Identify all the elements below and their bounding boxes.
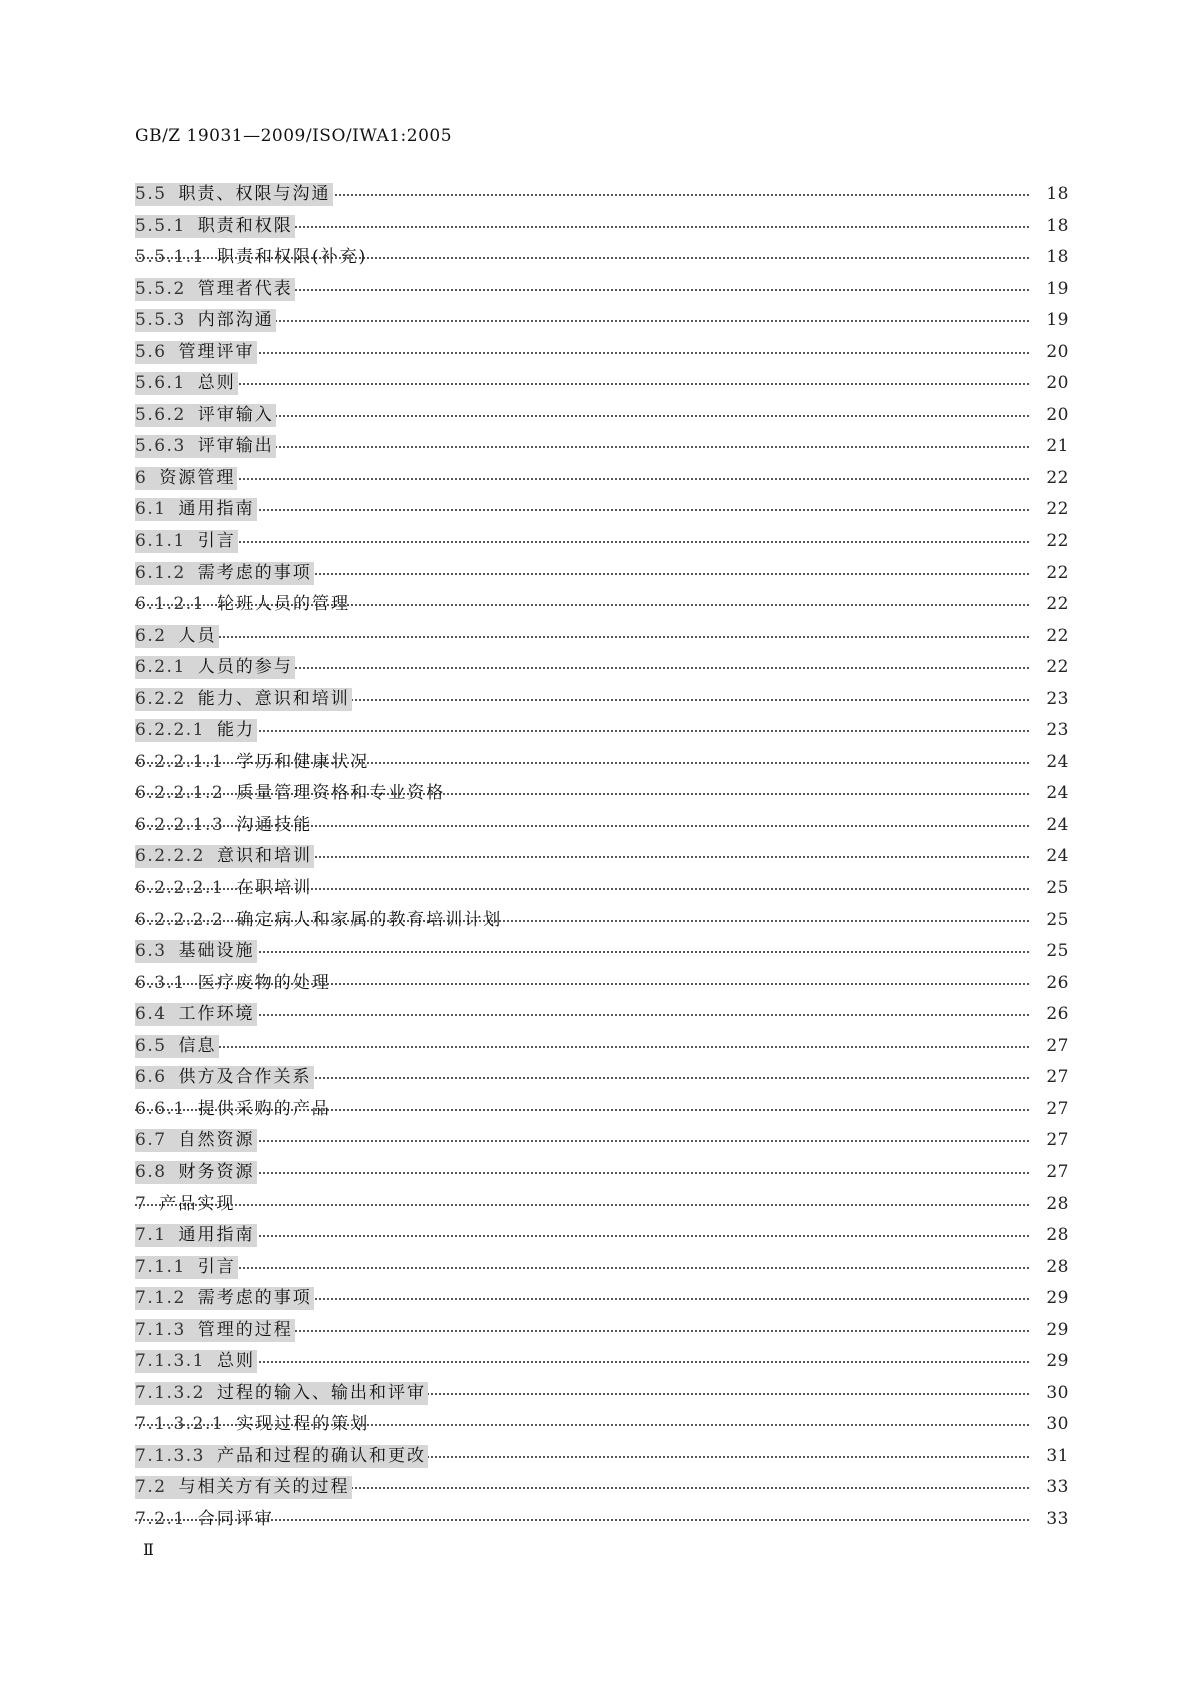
toc-page-number: 33 — [1046, 1477, 1069, 1498]
section-number: 5.5.2 — [135, 278, 186, 299]
toc-page-number: 22 — [1046, 531, 1069, 552]
toc-entry — [135, 215, 295, 238]
section-title: 职责、权限与沟通 — [178, 184, 331, 204]
toc-page-number: 19 — [1046, 310, 1069, 331]
section-title: 内部沟通 — [197, 310, 274, 331]
toc-row — [135, 841, 1069, 873]
section-title: 意识和培训 — [216, 846, 312, 867]
toc-page-number: 24 — [1046, 846, 1069, 867]
toc-entry — [135, 1193, 237, 1216]
section-title: 工作环境 — [178, 1004, 255, 1025]
toc-page-number: 27 — [1046, 1161, 1069, 1182]
toc-page-number: 22 — [1046, 625, 1069, 646]
section-number: 7.2 — [135, 1477, 167, 1498]
toc-row — [135, 400, 1069, 432]
toc-entry — [135, 782, 447, 805]
section-title: 需考虑的事项 — [197, 1288, 312, 1309]
toc-row — [135, 1031, 1069, 1063]
toc-row — [135, 305, 1069, 337]
section-title: 财务资源 — [178, 1161, 255, 1182]
toc-entry — [135, 1129, 257, 1152]
toc-page-number: 31 — [1046, 1445, 1069, 1466]
toc-page-number: 25 — [1046, 909, 1069, 930]
toc-page-number: 33 — [1046, 1508, 1069, 1529]
section-number: 6.2.2.2.2 — [135, 909, 225, 930]
toc-page-number: 24 — [1046, 783, 1069, 804]
toc-entry — [135, 1098, 333, 1121]
toc-row — [135, 778, 1069, 810]
toc-row — [135, 1315, 1069, 1347]
toc-entry — [135, 309, 276, 332]
toc-page-number: 30 — [1046, 1414, 1069, 1435]
section-number: 6.6.1 — [135, 1098, 186, 1119]
section-title: 管理评审 — [178, 341, 255, 362]
section-number: 6.7 — [135, 1130, 167, 1151]
toc-row — [135, 526, 1069, 558]
toc-page-number: 23 — [1046, 720, 1069, 741]
leader-dots — [135, 1014, 1029, 1016]
toc-row — [135, 936, 1069, 968]
toc-row — [135, 179, 1069, 211]
toc-page-number: 19 — [1046, 278, 1069, 299]
section-number: 5.5.1.1 — [135, 247, 205, 268]
toc-row — [135, 589, 1069, 621]
section-title: 人员 — [178, 625, 217, 646]
toc-row — [135, 558, 1069, 590]
leader-dots — [135, 636, 1029, 638]
toc-row — [135, 684, 1069, 716]
toc-entry — [135, 341, 257, 364]
toc-row — [135, 242, 1069, 274]
section-title: 产品和过程的确认和更改 — [216, 1445, 426, 1466]
toc-page-number: 26 — [1046, 972, 1069, 993]
toc-row — [135, 1504, 1069, 1536]
toc-entry — [135, 625, 219, 648]
toc-page-number: 22 — [1046, 657, 1069, 678]
section-title: 引言 — [197, 531, 236, 552]
toc-entry — [135, 688, 352, 711]
section-number: 6.2.2.2 — [135, 846, 205, 867]
section-title: 学历和健康状况 — [236, 751, 370, 772]
toc-entry — [135, 1224, 257, 1247]
toc-row — [135, 211, 1069, 243]
toc-page-number: 29 — [1046, 1288, 1069, 1309]
toc-row — [135, 747, 1069, 779]
toc-page-number: 21 — [1046, 436, 1069, 457]
section-number: 7.1.2 — [135, 1288, 186, 1309]
section-number: 7.1 — [135, 1225, 167, 1246]
toc-row — [135, 652, 1069, 684]
section-title: 通用指南 — [178, 1225, 255, 1246]
section-title: 供方及合作关系 — [178, 1067, 312, 1088]
section-title: 评审输入 — [197, 404, 274, 425]
toc-entry — [135, 972, 333, 995]
section-number: 5.6.1 — [135, 373, 186, 394]
toc-entry — [135, 183, 333, 206]
toc-page-number: 22 — [1046, 562, 1069, 583]
toc-page-number: 27 — [1046, 1035, 1069, 1056]
toc-entry — [135, 909, 504, 932]
toc-page-number: 27 — [1046, 1098, 1069, 1119]
toc-page-number: 27 — [1046, 1067, 1069, 1088]
section-title: 评审输出 — [197, 436, 274, 457]
leader-dots — [135, 541, 1029, 543]
toc-row — [135, 463, 1069, 495]
toc-row — [135, 1378, 1069, 1410]
section-number: 5.5 — [135, 184, 167, 204]
section-number: 5.6.2 — [135, 404, 186, 425]
table-of-contents — [135, 179, 1069, 1536]
toc-page-number: 18 — [1046, 184, 1069, 204]
leader-dots — [135, 1235, 1029, 1237]
toc-entry — [135, 530, 238, 553]
section-title: 产品实现 — [159, 1193, 236, 1214]
section-title: 医疗废物的处理 — [197, 972, 331, 993]
leader-dots — [135, 951, 1029, 953]
toc-entry — [135, 1476, 352, 1499]
toc-row — [135, 810, 1069, 842]
section-title: 资源管理 — [159, 467, 236, 488]
toc-row — [135, 1062, 1069, 1094]
toc-entry — [135, 845, 314, 868]
toc-entry — [135, 278, 295, 301]
toc-row — [135, 274, 1069, 306]
section-number: 6.2.2.1.2 — [135, 783, 225, 804]
toc-entry — [135, 1413, 371, 1436]
toc-row — [135, 1189, 1069, 1221]
toc-entry — [135, 246, 369, 269]
toc-row — [135, 968, 1069, 1000]
toc-page-number: 28 — [1046, 1225, 1069, 1246]
section-number: 6.5 — [135, 1035, 167, 1056]
section-number: 6.1.1 — [135, 531, 186, 552]
toc-entry — [135, 656, 295, 679]
section-number: 6.2.1 — [135, 657, 186, 678]
section-title: 自然资源 — [178, 1130, 255, 1151]
toc-row — [135, 999, 1069, 1031]
section-number: 6.2.2.1 — [135, 720, 205, 741]
toc-entry — [135, 372, 238, 395]
toc-entry — [135, 467, 237, 490]
toc-row — [135, 1157, 1069, 1189]
toc-row — [135, 368, 1069, 400]
section-title: 管理者代表 — [197, 278, 293, 299]
toc-page-number: 29 — [1046, 1351, 1069, 1372]
toc-entry — [135, 1003, 257, 1026]
section-title: 轮班人员的管理 — [216, 594, 350, 615]
toc-entry — [135, 1350, 257, 1373]
section-title: 需考虑的事项 — [197, 562, 312, 583]
section-number: 7.1.3 — [135, 1319, 186, 1340]
toc-entry — [135, 1066, 314, 1089]
section-number: 6.2 — [135, 625, 167, 646]
toc-page-number: 28 — [1046, 1193, 1069, 1214]
section-number: 6.6 — [135, 1067, 167, 1088]
section-number: 5.5.1 — [135, 215, 186, 236]
section-title: 在职培训 — [236, 878, 313, 899]
leader-dots — [135, 352, 1029, 354]
section-number: 6.3 — [135, 941, 167, 962]
toc-page-number: 24 — [1046, 814, 1069, 835]
toc-entry — [135, 404, 276, 427]
leader-dots — [135, 1140, 1029, 1142]
section-number: 7.1.3.2 — [135, 1382, 205, 1403]
toc-row — [135, 1220, 1069, 1252]
toc-row — [135, 905, 1069, 937]
toc-entry — [135, 1508, 276, 1531]
section-number: 5.6 — [135, 341, 167, 362]
toc-page-number: 22 — [1046, 594, 1069, 615]
toc-page-number: 28 — [1046, 1256, 1069, 1277]
section-title: 管理的过程 — [197, 1319, 293, 1340]
leader-dots — [135, 383, 1029, 385]
toc-entry — [135, 814, 314, 837]
toc-entry — [135, 940, 257, 963]
section-title: 基础设施 — [178, 941, 255, 962]
toc-row — [135, 1441, 1069, 1473]
leader-dots — [135, 478, 1029, 480]
section-number: 6.4 — [135, 1004, 167, 1025]
section-title: 沟通技能 — [236, 814, 313, 835]
leader-dots — [135, 730, 1029, 732]
toc-row — [135, 715, 1069, 747]
toc-entry — [135, 1035, 219, 1058]
section-number: 7.1.3.2.1 — [135, 1414, 225, 1435]
section-title: 总则 — [197, 373, 236, 394]
toc-page-number: 25 — [1046, 941, 1069, 962]
toc-page-number: 30 — [1046, 1382, 1069, 1403]
toc-page-number: 26 — [1046, 1004, 1069, 1025]
toc-row — [135, 621, 1069, 653]
section-title: 引言 — [197, 1256, 236, 1277]
toc-page-number: 20 — [1046, 373, 1069, 394]
toc-entry — [135, 593, 352, 616]
toc-page-number: 20 — [1046, 404, 1069, 425]
leader-dots — [135, 1046, 1029, 1048]
toc-entry — [135, 877, 314, 900]
toc-row — [135, 1346, 1069, 1378]
standard-code-header: GB/Z 19031—2009/ISO/IWA1:2005 — [135, 126, 453, 146]
leader-dots — [135, 1172, 1029, 1174]
section-number: 6.1.2 — [135, 562, 186, 583]
section-number: 7.1.1 — [135, 1256, 186, 1277]
section-number: 6.2.2.2.1 — [135, 878, 225, 899]
section-number: 6.8 — [135, 1161, 167, 1182]
section-number: 5.5.3 — [135, 310, 186, 331]
section-number: 6.3.1 — [135, 972, 186, 993]
toc-page-number: 29 — [1046, 1319, 1069, 1340]
section-title: 确定病人和家属的教育培训计划 — [236, 909, 503, 930]
toc-row — [135, 494, 1069, 526]
toc-row — [135, 1472, 1069, 1504]
leader-dots — [135, 509, 1029, 511]
section-title: 信息 — [178, 1035, 217, 1056]
toc-entry — [135, 1287, 314, 1310]
toc-entry — [135, 751, 371, 774]
toc-row — [135, 1094, 1069, 1126]
toc-entry — [135, 1319, 295, 1342]
section-title: 总则 — [216, 1351, 255, 1372]
toc-entry — [135, 1382, 428, 1405]
toc-page-number: 25 — [1046, 878, 1069, 899]
toc-entry — [135, 1256, 238, 1279]
section-number: 6.1 — [135, 499, 167, 520]
toc-entry — [135, 1445, 428, 1468]
section-title: 过程的输入、输出和评审 — [216, 1382, 426, 1403]
toc-page-number: 20 — [1046, 341, 1069, 362]
section-number: 6.2.2.1.3 — [135, 814, 225, 835]
section-number: 6 — [135, 467, 148, 488]
toc-page-number: 23 — [1046, 688, 1069, 709]
toc-entry — [135, 562, 314, 585]
section-title: 实现过程的策划 — [236, 1414, 370, 1435]
section-number: 7.2.1 — [135, 1508, 186, 1529]
toc-page-number: 27 — [1046, 1130, 1069, 1151]
section-number: 7.1.3.1 — [135, 1351, 205, 1372]
section-number: 7 — [135, 1193, 148, 1214]
section-number: 6.1.2.1 — [135, 594, 205, 615]
toc-entry — [135, 1161, 257, 1184]
section-number: 5.6.3 — [135, 436, 186, 457]
section-title: 人员的参与 — [197, 657, 293, 678]
toc-entry — [135, 719, 257, 742]
toc-page-number: 22 — [1046, 467, 1069, 488]
section-title: 职责和权限(补充) — [216, 247, 368, 268]
section-title: 质量管理资格和专业资格 — [236, 783, 446, 804]
toc-entry — [135, 435, 276, 458]
leader-dots — [135, 1204, 1029, 1206]
leader-dots — [135, 1267, 1029, 1269]
toc-page-number: 18 — [1046, 247, 1069, 268]
section-title: 与相关方有关的过程 — [178, 1477, 350, 1498]
toc-row — [135, 337, 1069, 369]
section-title: 通用指南 — [178, 499, 255, 520]
page-number-footer: Ⅱ — [143, 1540, 154, 1559]
toc-row — [135, 1283, 1069, 1315]
section-title: 合同评审 — [197, 1508, 274, 1529]
leader-dots — [135, 1361, 1029, 1363]
section-title: 职责和权限 — [197, 215, 293, 236]
toc-row — [135, 1409, 1069, 1441]
section-number: 7.1.3.3 — [135, 1445, 205, 1466]
section-number: 6.2.2.1.1 — [135, 751, 225, 772]
toc-row — [135, 1125, 1069, 1157]
section-title: 提供采购的产品 — [197, 1098, 331, 1119]
toc-page-number: 24 — [1046, 751, 1069, 772]
section-title: 能力 — [216, 720, 255, 741]
section-number: 6.2.2 — [135, 688, 186, 709]
toc-row — [135, 1252, 1069, 1284]
toc-row — [135, 873, 1069, 905]
toc-page-number: 22 — [1046, 499, 1069, 520]
section-title: 能力、意识和培训 — [197, 688, 350, 709]
toc-row — [135, 431, 1069, 463]
toc-entry — [135, 498, 257, 521]
toc-page-number: 18 — [1046, 215, 1069, 236]
